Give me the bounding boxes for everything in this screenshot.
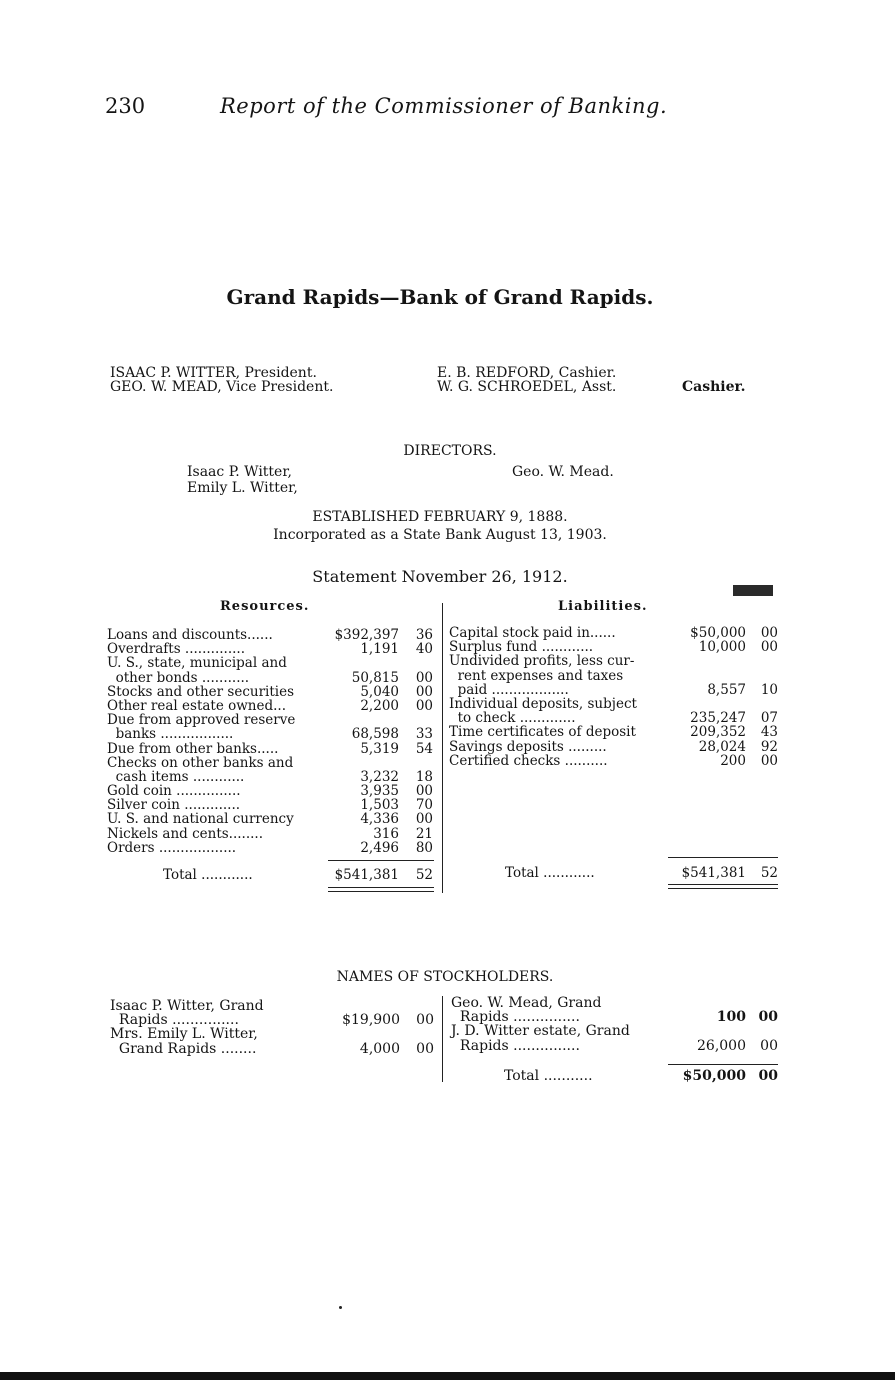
resource-label: Loans and discounts...... [107,627,273,643]
statement-title: Statement November 26, 1912. [312,567,568,586]
liability-cents: 00 [760,752,778,769]
stockholder-right-row [451,1024,781,1038]
director-2: Emily L. Witter, [187,480,298,496]
resources-total-rule [328,860,434,861]
liability-dollars: 28,024 [698,738,746,755]
liability-dollars: 8,557 [707,681,746,698]
resource-dollars: 5,040 [360,683,399,700]
resource-label: Checks on other banks and [107,754,294,771]
liability-cents: 07 [760,710,778,727]
liability-dollars: 10,000 [698,639,746,656]
resource-dollars: 1,191 [360,641,399,658]
liability-row [449,640,779,654]
stockholders-left-table [110,999,440,1056]
liability-cents: 10 [760,681,778,698]
resource-row [107,784,437,798]
resource-label: Nickels and cents........ [107,825,264,842]
officer-asst-cashier-suffix: Cashier. [682,379,746,395]
resource-label: Due from approved reserve [107,712,296,729]
stockholder-right-label: Geo. W. Mead, Grand [451,995,602,1011]
established-date: ESTABLISHED FEBRUARY 9, 1888. [312,509,568,525]
resource-row [107,827,437,841]
resource-row [107,628,437,642]
resources-total-cents: 52 [415,867,433,883]
resource-row [107,699,437,713]
liability-dollars: 235,247 [690,710,746,727]
stockholder-right-row [451,1039,781,1053]
officer-cashier: E. B. REDFORD, Cashier. [437,365,617,381]
resource-label: cash items ............ [107,768,245,785]
stockholders-total-row [451,1069,781,1083]
liability-cents: 00 [760,625,778,641]
resource-label: U. S., state, municipal and [107,655,287,672]
resource-cents: 54 [415,740,433,757]
officer-president: ISAAC P. WITTER, President. [110,365,317,381]
resource-label: banks ................. [107,726,234,743]
stockholders-total-cents: 00 [758,1068,778,1084]
resource-cents: 80 [415,839,433,856]
resource-dollars: 3,232 [360,768,399,785]
stockholder-right-row [451,996,781,1010]
liability-label: Individual deposits, subject [449,695,637,712]
running-header-title: Report of the Commissioner of Banking. [220,94,668,118]
stockholder-right-row [451,1010,781,1024]
liability-label: rent expenses and taxes [449,667,624,684]
liabilities-total-double-rule [668,884,778,889]
resource-label: Orders .................. [107,839,237,856]
stockholder-left-dollars: $19,900 [342,1012,400,1029]
page-number: 230 [105,94,146,118]
stockholder-right-dollars: 100 [716,1009,746,1026]
stockholder-left-label: Grand Rapids ........ [110,1040,257,1057]
ink-smudge [733,585,773,596]
resource-label: Due from other banks..... [107,740,279,757]
liability-row [449,754,779,768]
stockholder-right-cents: 00 [760,1037,778,1054]
resource-label: Other real estate owned... [107,697,287,714]
resource-cents: 00 [415,669,433,686]
resource-dollars: 5,319 [360,740,399,757]
liability-label: Time certificates of deposit [449,724,636,741]
stockholder-left-row [110,1042,440,1056]
resource-label: Overdrafts .............. [107,641,245,658]
liability-row [449,725,779,739]
liability-cents: 00 [760,639,778,656]
liabilities-total-row [449,866,779,880]
resource-cents: 18 [415,768,433,785]
liability-label: Surplus fund ............ [449,639,594,656]
resources-total-label: Total ............ [163,867,253,883]
resource-cents: 00 [415,697,433,714]
liability-row [449,654,779,668]
liabilities-total-cents: 52 [760,865,778,881]
liability-label: paid .................. [449,681,569,698]
resource-dollars: 4,336 [360,811,399,828]
resource-dollars: 316 [373,825,399,842]
resource-cents: 00 [415,683,433,700]
resource-label: Silver coin ............. [107,797,241,814]
stockholders-total-dollars: $50,000 [682,1068,746,1084]
resources-total-row [107,868,437,882]
resource-cents: 33 [415,726,433,743]
resource-cents: 21 [415,825,433,842]
stockholder-left-label: Rapids ............... [110,1012,239,1029]
page-bottom-edge [0,1372,895,1380]
liability-dollars: 209,352 [690,724,746,741]
liability-label: Certified checks .......... [449,752,608,769]
resource-row [107,727,437,741]
resource-cents: 70 [415,797,433,814]
resource-row [107,742,437,756]
stockholders-right-table [451,996,781,1053]
stockholder-left-row [110,1013,440,1027]
resource-dollars: $392,397 [334,627,399,643]
resources-table [107,628,437,855]
resource-row [107,770,437,784]
director-3: Geo. W. Mead. [512,464,614,480]
resource-label: Gold coin ............... [107,783,241,800]
liability-row [449,740,779,754]
resource-dollars: 2,200 [360,697,399,714]
liability-dollars: $50,000 [690,625,746,641]
stockholder-right-label: Rapids ............... [451,1037,580,1054]
resource-row [107,642,437,656]
stockholder-right-label: J. D. Witter estate, Grand [451,1023,630,1040]
stockholder-left-dollars: 4,000 [359,1040,400,1057]
liability-cents: 43 [760,724,778,741]
resource-row [107,713,437,727]
stockholder-left-label: Mrs. Emily L. Witter, [110,1026,258,1043]
resource-row [107,798,437,812]
liabilities-heading: Liabilities. [558,599,648,614]
liability-label: to check ............. [449,710,576,727]
resources-total-double-rule [328,887,434,892]
stockholders-heading: NAMES OF STOCKHOLDERS. [336,969,554,985]
resource-row [107,812,437,826]
directors-heading: DIRECTORS. [403,443,497,459]
liability-row [449,697,779,711]
resource-dollars: 1,503 [360,797,399,814]
liabilities-total-rule [668,857,778,858]
liability-label: Capital stock paid in...... [449,625,616,641]
officer-asst-cashier: W. G. SCHROEDEL, Asst. [437,379,617,395]
resource-cents: 00 [415,811,433,828]
resource-row [107,671,437,685]
resource-label: U. S. and national currency [107,811,294,828]
bank-title: Grand Rapids—Bank of Grand Rapids. [226,285,654,309]
liabilities-total-label: Total ............ [505,865,595,881]
resource-dollars: 2,496 [360,839,399,856]
stockholder-left-row [110,999,440,1013]
resource-cents: 36 [415,627,433,643]
stockholder-left-label: Isaac P. Witter, Grand [110,998,264,1014]
resource-cents: 40 [415,641,433,658]
resource-dollars: 3,935 [360,783,399,800]
stockholders-column-divider [442,996,443,1082]
officer-vice-president: GEO. W. MEAD, Vice President. [110,379,334,395]
liability-row [449,711,779,725]
stockholder-right-dollars: 26,000 [697,1037,746,1054]
stray-mark [339,1306,342,1309]
liability-dollars: 200 [720,752,746,769]
stockholder-right-label: Rapids ............... [451,1009,580,1026]
liability-label: Undivided profits, less cur- [449,653,635,670]
liabilities-total-dollars: $541,381 [681,865,746,881]
resource-row [107,685,437,699]
stockholders-total-label: Total ........... [504,1068,593,1084]
liabilities-table [449,626,779,768]
resource-row [107,756,437,770]
stockholder-left-cents: 00 [416,1040,434,1057]
resource-row [107,841,437,855]
liability-row [449,669,779,683]
liability-cents: 92 [760,738,778,755]
liability-row [449,626,779,640]
resource-dollars: 68,598 [351,726,399,743]
resource-row [107,656,437,670]
incorporated-date: Incorporated as a State Bank August 13, 1903. [273,527,607,543]
resources-heading: Resources. [220,599,310,614]
resource-cents: 00 [415,783,433,800]
resources-total-dollars: $541,381 [334,867,399,883]
resource-label: Stocks and other securities [107,683,295,700]
stockholder-right-cents: 00 [758,1009,778,1026]
stockholder-left-cents: 00 [416,1012,434,1029]
director-1: Isaac P. Witter, [187,464,292,480]
liability-row [449,683,779,697]
resource-label: other bonds ........... [107,669,250,686]
stockholder-left-row [110,1027,440,1041]
stockholders-total-rule [668,1064,778,1065]
liability-label: Savings deposits ......... [449,738,607,755]
resource-dollars: 50,815 [351,669,399,686]
statement-column-divider [442,603,443,893]
